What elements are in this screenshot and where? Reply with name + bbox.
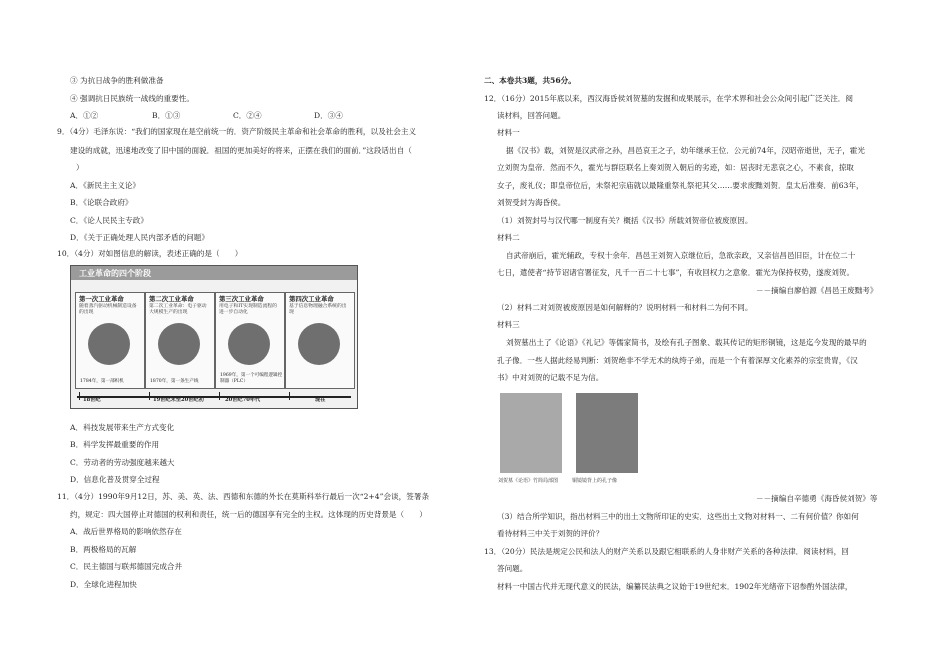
q9-stem-line1: 9．（4分）毛泽东说：“我们的国家现在是空前统一的．资产阶级民主革命和社会革命的胜利，以及社会主义 bbox=[57, 127, 417, 136]
q11-option-a[interactable]: A．战后世界格局的影响依然存在 bbox=[70, 527, 182, 536]
q13-stem-line2: 答问题。 bbox=[497, 564, 528, 573]
q11-stem-line2: 约，规定：四大国停止对德国的权利和责任，统一后的德国享有完全的主权。这体现的历史背景是（ ） bbox=[70, 510, 427, 519]
panel-heading: 第一次工业革命 bbox=[79, 295, 124, 303]
loom-image bbox=[88, 323, 130, 365]
material-1-label: 材料一 bbox=[497, 128, 520, 137]
panel-desc: 用电子和IT实现制造流程的进一步自动化 bbox=[219, 304, 277, 315]
panel-note: 1969年，第一个可编程逻辑控制器（PLC） bbox=[220, 373, 283, 384]
photo-caption: 铜镜镜背上的孔子像 bbox=[572, 478, 618, 484]
q9-option-c[interactable]: C．《论人民民主专政》 bbox=[70, 216, 148, 225]
q11-option-c[interactable]: C．民主德国与联邦德国完成合并 bbox=[70, 562, 183, 571]
q11-option-d[interactable]: D．全球化进程加快 bbox=[70, 580, 137, 589]
material-3-line: 孔子像．一些人据此经易判断：刘贺绝非不学无术的纨绔子弟，而是一个有着深厚文化素养的宗室贵胄，《汉 bbox=[497, 356, 858, 365]
q11-option-b[interactable]: B．两极格局的瓦解 bbox=[70, 545, 137, 554]
timeline-label: 18世纪 bbox=[83, 397, 101, 403]
material-2-line: 自武帝崩后，霍光辅政，专权十余年．昌邑王刘贺入京继位后，急欲亲政，又亲信昌邑旧臣，计在位二十 bbox=[506, 251, 856, 260]
q10-option-a[interactable]: A．科技发展带来生产方式变化 bbox=[70, 423, 175, 432]
q12-part-2: （2）材料二对刘贺被废原因是如何解释的？说明材料一和材料二为何不同。 bbox=[497, 303, 753, 312]
material-1-line: 女子，废礼仪；即皇帝位后，未祭祀宗庙就以最隆重祭礼祭祀其父……要求废黜刘贺．皇太后准奏．前63年， bbox=[497, 181, 864, 190]
figure-title: 工业革命的四个阶段 bbox=[71, 266, 357, 280]
q8-option-c[interactable]: C．②④ bbox=[233, 111, 262, 120]
section-heading: 二、本卷共3题，共56分。 bbox=[484, 76, 576, 85]
timeline-label: 19世纪末至20世纪初 bbox=[153, 397, 204, 403]
bronze-mirror-photo bbox=[576, 393, 638, 473]
bamboo-slip-photo bbox=[500, 393, 562, 473]
timeline-tick bbox=[79, 392, 80, 400]
q13-material-1-line: 材料一中国古代并无现代意义的民法，编纂民法典之议始于19世纪末．1902年光绪帝下诏参酌外国法律， bbox=[497, 582, 853, 591]
photo-caption: 刘贺墓《论语》竹简局部图 bbox=[498, 478, 559, 484]
industrial-revolution-figure bbox=[70, 265, 358, 409]
production-line-image bbox=[158, 323, 200, 365]
q9-stem-line3: ） bbox=[76, 163, 84, 172]
q9-option-a[interactable]: A．《新民主主义论》 bbox=[70, 181, 141, 190]
q10-option-c[interactable]: C．劳动者的劳动强度越来越大 bbox=[70, 458, 175, 467]
material-1-line: 立刘贺为皇帝．然而不久，霍光与群臣联名上奏刘贺入朝后的劣迹，如：居丧时无悲哀之心，不素食，掠取 bbox=[497, 163, 854, 172]
panel-note: 1784年，第一部织机 bbox=[80, 379, 124, 384]
line-option-4: ④ 强调抗日民族统一战线的重要性。 bbox=[70, 94, 194, 103]
figure-panel-1 bbox=[75, 292, 145, 389]
material-2-line: 七日，遣使者“持节诏诸官署征发，凡千一百二十七事”，有收回权力之意象．霍光为保持权势，遂废刘贺。 bbox=[497, 268, 855, 277]
q9-stem-line2: 建设的成就，迅速地改变了旧中国的面貌．祖国的更加美好的将来，正摆在我们的面前．”这段话出自（ bbox=[70, 146, 412, 155]
q9-option-d[interactable]: D．《关于正确处理人民内部矛盾的问题》 bbox=[70, 233, 209, 242]
cyber-physical-image bbox=[298, 323, 340, 365]
q8-option-d[interactable]: D．③④ bbox=[314, 111, 343, 120]
q9-option-b[interactable]: B．《论联合政府》 bbox=[70, 198, 133, 207]
panel-desc: 第二次工业革命：电子驱动大规模生产的出现 bbox=[149, 304, 207, 315]
material-3-label: 材料三 bbox=[497, 320, 520, 329]
q10-stem: 10．（4分）对如图信息的解读，表述正确的是（ ） bbox=[57, 249, 243, 258]
material-1-line: 刘贺受封为海昏侯。 bbox=[497, 198, 566, 207]
figure-panel-3 bbox=[215, 292, 285, 389]
material-1-line: 据《汉书》载，刘贺是汉武帝之孙，昌邑哀王之子，幼年继承王位．公元前74年，汉昭帝逝世，无子，霍光 bbox=[506, 146, 865, 155]
timeline-label: 现在 bbox=[315, 397, 326, 403]
panel-desc: 随着蒸汽驱动机械制造设备的出现 bbox=[79, 304, 137, 315]
figure-panel-2 bbox=[145, 292, 215, 389]
q13-stem-line1: 13．（20分）民法是规定公民和法人的财产关系以及跟它相联系的人身非财产关系的各种法律．阅读材料，回 bbox=[484, 547, 849, 556]
q12-stem-line1: 12．（16分）2015年底以来，西汉海昏侯刘贺墓的发掘和成果展示，在学术界和社会公众间引起广泛关注．阅 bbox=[484, 94, 853, 103]
q8-option-a[interactable]: A．①② bbox=[70, 111, 99, 120]
timeline-tick bbox=[289, 392, 290, 400]
timeline-axis bbox=[77, 396, 351, 398]
q10-option-d[interactable]: D．信息化普及贯穿全过程 bbox=[70, 475, 160, 484]
plc-image bbox=[228, 323, 270, 365]
q11-stem-line1: 11．（4分）1990年9月12日，苏、美、英、法、西德和东德的外长在莫斯科举行最后一次“2+4”会谈，签署条 bbox=[57, 492, 430, 501]
timeline-tick bbox=[219, 392, 220, 400]
q10-option-b[interactable]: B．科学发挥最重要的作用 bbox=[70, 440, 160, 449]
panel-heading: 第三次工业革命 bbox=[219, 295, 264, 303]
figure-panel-4 bbox=[285, 292, 355, 389]
q12-stem-line2: 读材料，回答问题。 bbox=[497, 111, 566, 120]
material-2-source: －－摘编自廖伯源《昌邑王废黜考》 bbox=[756, 286, 878, 295]
panel-note: 1870年，第一条生产线 bbox=[150, 379, 199, 384]
q12-part-3-line2: 看待材料三中关于刘贺的评价？ bbox=[497, 529, 604, 538]
panel-desc: 基于信息物理融合系统的出现 bbox=[289, 304, 347, 315]
panel-heading: 第二次工业革命 bbox=[149, 295, 194, 303]
timeline-label: 20世纪70年代 bbox=[225, 397, 261, 403]
q8-option-b[interactable]: B．①③ bbox=[152, 111, 181, 120]
material-3-line: 书》中对刘贺的记载不足为信。 bbox=[497, 373, 604, 382]
material-2-label: 材料二 bbox=[497, 233, 520, 242]
q12-part-3-line1: （3）结合所学知识，指出材料三中的出土文物所印证的史实．这些出土文物对材料一、二有何价值？你如何 bbox=[497, 512, 859, 521]
line-option-3: ③ 为抗日战争的胜利做准备 bbox=[70, 76, 164, 85]
material-3-source: －－摘编自辛德勇《海昏侯刘贺》等 bbox=[756, 494, 878, 503]
material-3-line: 刘贺墓出土了《论语》《礼记》等儒家简书，及绘有孔子图象、载其传记的矩形铜镜，这是迄今发现的最早的 bbox=[506, 338, 867, 347]
timeline-tick bbox=[149, 392, 150, 400]
q12-part-1: （1）刘贺封号与汉代哪一制度有关？概括《汉书》所载刘贺帝位被废原因。 bbox=[497, 216, 753, 225]
panel-heading: 第四次工业革命 bbox=[289, 295, 334, 303]
